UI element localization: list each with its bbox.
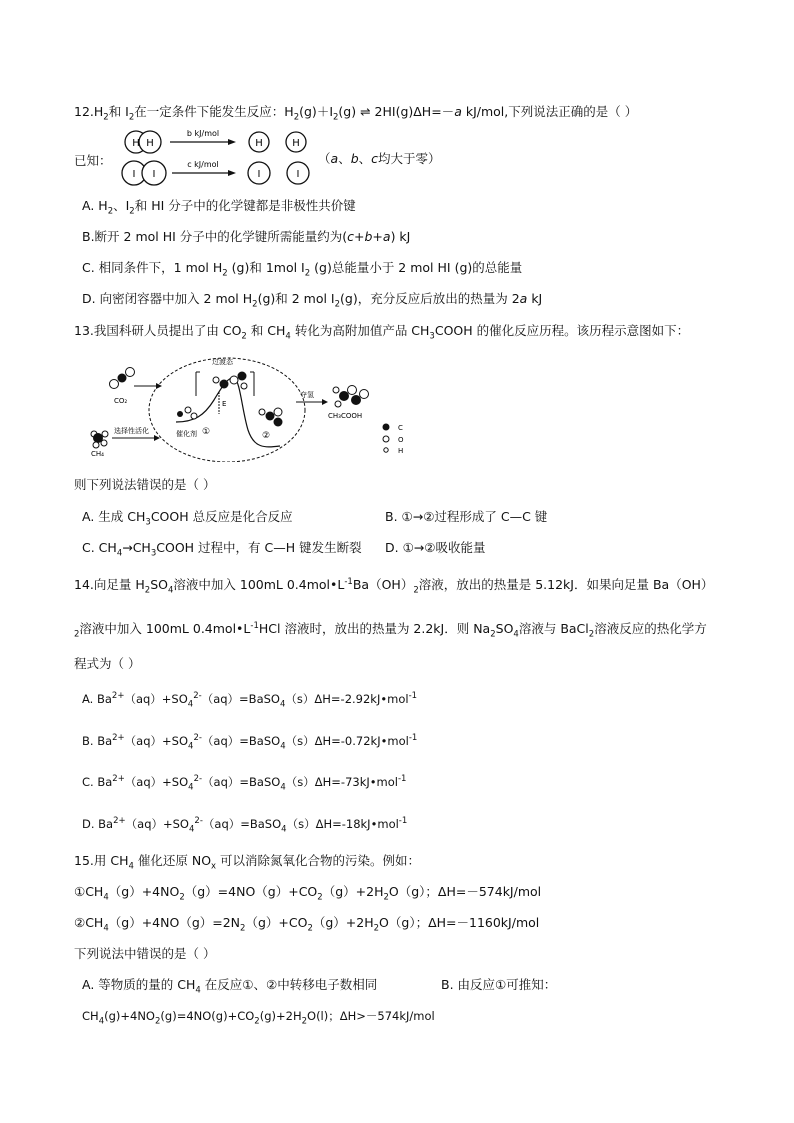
h-atom-label: H xyxy=(132,138,140,149)
q14-stem-line3: 程式为（ ） xyxy=(74,656,141,671)
q15-stem: 15.用 $CH_4$ 催化还原 $NO_x$ 可以消除氮氧化合物的污染。例如： xyxy=(74,853,421,872)
q14-stem-line1: 14.向足量 $H_2SO_4$溶液中加入 100mL $0.4mol•L^{-1}Ba(OH)_2$溶液，放出的热量是 5.12kJ．如果向足量 Ba（OH） xyxy=(74,576,714,596)
q12-note: （a、b、c均大于零） xyxy=(318,151,441,166)
svg-text:I: I xyxy=(132,169,136,180)
q13-option-a: A. 生成 $CH_3COOH$ 总反应是化合反应 xyxy=(82,509,293,528)
q14-stem-line2: $_2$溶液中加入 100mL $0.4mol•L^{-1}HCl$ 溶液时，放出的热量为 2.2kJ．则 $Na_2SO_4$溶液与 BaCl$_2$溶液反应的热化学方 xyxy=(74,620,707,640)
q15-option-a: A. 等物质的量的 $CH_4$ 在反应①、②中转移电子数相同 xyxy=(82,977,378,996)
q12-stem: $12.H_2$和 $I_2$在一定条件下能发生反应：$H_2(g)+I_2(g)$ ⇌ 2HI(g)ΔH=－a kJ/mol,下列说法正确的是（ ） xyxy=(74,104,638,123)
q12-option-a: A. $H_2$、$I_2$和 HI 分子中的化学键都是非极性共价键 xyxy=(82,198,356,217)
svg-text:H: H xyxy=(255,138,263,149)
q15-reaction-1: $①CH_4(g)+4NO_2(g)=4NO(g)+CO_2(g)+2H_2O(g)$；ΔH=－574kJ/mol xyxy=(74,884,542,903)
h2-molecule xyxy=(125,131,161,153)
h-abstraction-label: 夺氢 xyxy=(300,391,314,399)
catalyst-label: 催化剂 xyxy=(176,430,197,438)
ea-label: E xyxy=(222,400,227,408)
i-bond-energy: c kJ/mol xyxy=(187,160,219,169)
co2-label: CO₂ xyxy=(114,397,128,405)
ch3cooh-molecule xyxy=(333,386,369,408)
step-2-label: ② xyxy=(262,431,271,441)
q12-option-c: C. 相同条件下，1 mol $H_2$ (g)和 1mol $I_2$ (g)总能量小于 2 mol HI (g)的总能量 xyxy=(82,260,523,279)
q13-option-c: C. $CH_4\to CH_3COOH$ 过程中，有 C—H 键发生断裂 xyxy=(82,540,362,559)
q14-option-b: B. $Ba^{2+}(aq)+SO_4^{2-}(aq)=BaSO_4(s)\Delta H=-0.72kJ•mol^{-1}$ xyxy=(82,733,418,752)
svg-text:H: H xyxy=(398,447,404,455)
q13-option-d: D. ①→②吸收能量 xyxy=(385,540,486,555)
q13-ask: 则下列说法错误的是（ ） xyxy=(74,477,216,492)
co2-molecule xyxy=(110,368,135,389)
ch4-label: CH₄ xyxy=(91,450,104,458)
q14-option-c: C. $Ba^{2+}(aq)+SO_4^{2-}(aq)=BaSO_4(s)\Delta H=-73kJ•mol^{-1}$ xyxy=(82,774,407,793)
q15-option-b-equation: $CH_4(g)+4NO_2(g)=4NO(g)+CO_2(g)+2H_2O(l)$；ΔH>－574kJ/mol xyxy=(82,1009,435,1027)
i2-molecule xyxy=(122,161,166,185)
step-1-label: ① xyxy=(202,427,211,437)
q14-option-d: D. $Ba^{2+}(aq)+SO_4^{2-}(aq)=BaSO_4(s)\Delta H=-18kJ•mol^{-1}$ xyxy=(82,816,408,835)
q15-option-b: B. 由反应①可推知： xyxy=(441,977,557,992)
q12-bond-diagram xyxy=(120,126,320,188)
svg-text:O: O xyxy=(398,436,404,444)
q15-reaction-2: $②CH_4(g)+4NO(g)=2N_2(g)+CO_2(g)+2H_2O(g)$；ΔH=－1160kJ/mol xyxy=(74,915,540,934)
svg-text:C: C xyxy=(398,424,403,432)
q12-known-label: 已知： xyxy=(74,153,112,168)
svg-text:H: H xyxy=(292,138,300,149)
q13-stem: 13.我国科研人员提出了由 $CO_2$ 和 $CH_4$ 转化为高附加值产品 $CH_3COOH$ 的催化反应历程。该历程示意图如下： xyxy=(74,323,690,342)
q12-option-b: B.断开 2 mol HI 分子中的化学键所需能量约为(c+b+a) kJ xyxy=(82,229,411,244)
i-atoms xyxy=(248,162,309,184)
atom-legend xyxy=(383,424,405,456)
q14-option-a: A. $Ba^{2+}(aq)+SO_4^{2-}(aq)=BaSO_4(s)\Delta H=-2.92kJ•mol^{-1}$ xyxy=(82,691,418,710)
q15-ask: 下列说法中错误的是（ ） xyxy=(74,946,216,961)
svg-text:I: I xyxy=(152,169,156,180)
transition-label: 过渡态 xyxy=(212,358,233,366)
ch4-molecule xyxy=(91,431,108,448)
svg-text:I: I xyxy=(296,169,300,180)
q13-mechanism-diagram xyxy=(84,350,414,462)
h-atom-label: H xyxy=(146,138,154,149)
q12-option-d: D. 向密闭容器中加入 2 mol $H_2(g)$和 2 mol $I_2(g)$，充分反应后放出的热量为 2a kJ xyxy=(82,291,543,310)
h-bond-energy: b kJ/mol xyxy=(186,129,220,138)
q13-option-b: B. ①→②过程形成了 C—C 键 xyxy=(385,509,548,524)
h-atoms xyxy=(249,132,306,152)
product-label: CH₃COOH xyxy=(328,412,363,420)
svg-text:I: I xyxy=(257,169,261,180)
activation-label: 选择性活化 xyxy=(114,427,149,435)
